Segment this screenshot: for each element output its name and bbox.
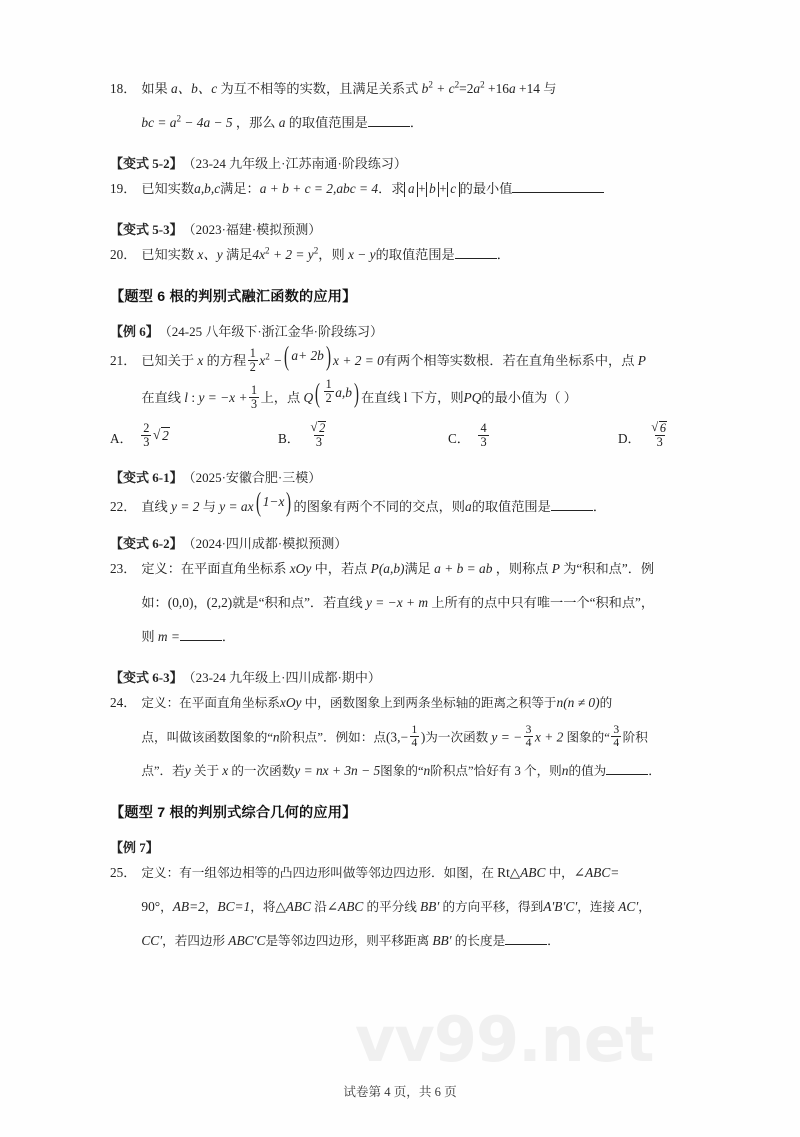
p24-mid: 中，函数图象上到两条坐标轴的距离之积等于 (304, 696, 557, 710)
p24-l3-end: 的值为 (568, 764, 607, 778)
p23-tail: ，则称点 (495, 561, 549, 576)
p25-rt-triangle: Rt△ABC (497, 865, 546, 880)
p22-mid: 与 (202, 499, 216, 514)
problem-25-line-2 (110, 896, 692, 930)
p25-mid: 中， (548, 866, 574, 880)
p20-eq: $4x^2 + 2 = y^2$ (252, 245, 319, 262)
p25-bb-prime: BB′ (420, 899, 440, 914)
p21-line-eq: y = −x + (198, 390, 248, 406)
problem-24-line-1 (110, 692, 692, 726)
p21-l2-tail: 在直线 l 下方，则 (360, 390, 464, 406)
p23-end: 为“积和点”．例 (563, 561, 655, 576)
p19-eq: a + b + c = 2,abc = 4 (259, 181, 379, 196)
p19-abs-c: c (447, 182, 460, 197)
p25-l3-period: ． (547, 934, 560, 948)
p21-pre: 已知关于 (141, 353, 195, 368)
p25-c2: ， (204, 900, 218, 914)
page-footer: 试卷第 4 页，共 6 页 (343, 1085, 457, 1099)
problem-21-text-line-2: 在直线 l : y = −x + $\frac{1}{3}$ 上，点 Q ( $\frac{1}{2}$ a,b ) 在直线 l 下方，则PQ的最小值为（ ） (141, 377, 577, 411)
problem-22-number: 22． (110, 499, 137, 514)
p24-l3-pre: 点”．若 (141, 764, 185, 778)
p25-l2-mid: ，将 (250, 900, 276, 914)
problem-23-number: 23． (110, 561, 137, 576)
p23-mid2: 满足 (404, 561, 431, 576)
p20-pre: 已知实数 (141, 247, 195, 262)
p21-pq: PQ (463, 390, 482, 406)
p21-x: x (197, 353, 204, 368)
problem-20-number: 20． (110, 247, 137, 262)
p23-eq: a + b = ab (434, 561, 493, 576)
p25-l2-mid5: ，连接 (577, 900, 616, 914)
page-content (110, 78, 692, 964)
p25-angle-abc: ∠ABC= (573, 865, 620, 880)
problem-18-text-line-2: bc = $a^2 - 4a - 5$ ，那么 a 的取值范围是 ． (141, 113, 424, 130)
answer-blank-18[interactable] (368, 115, 410, 127)
p20-period: ． (496, 247, 510, 262)
p23-m-eq: m = (157, 629, 180, 644)
p25-l2-mid4: 的方向平移，得到 (442, 900, 544, 914)
problem-23-text-line-2 (141, 592, 692, 611)
option-b-value: √ $\frac{2}{3}$ (307, 423, 331, 451)
p21-l2-pre: 在直线 (141, 390, 181, 406)
p24-l3-mid3: 图象的“ (380, 764, 424, 778)
watermark: vv99.net (355, 1003, 654, 1076)
p22-tail: 的图象有两个不同的交点，则 (293, 499, 465, 514)
p24-l2-mid: 阶积点”．例如：点 (279, 730, 386, 745)
p24-l2-n: n (272, 729, 280, 745)
problem-23-text-line-3 (141, 626, 692, 645)
p25-l2-mid2: 沿 (314, 900, 327, 914)
variant-6-1-source: （2025·安徽合肥·三模） (182, 469, 322, 485)
p18-mid: 为互不相等的实数，且满足关系式 (220, 81, 419, 96)
problem-18-text-line-1 (141, 78, 692, 97)
p24-end: 的 (599, 696, 613, 710)
p24-eq-frac: $\frac{3}{4}$ (525, 723, 532, 750)
option-a-value: $\frac{2}{3}$ √ 2 (140, 424, 171, 451)
p25-l3-end: 的长度是 (454, 934, 506, 948)
option-d[interactable] (618, 423, 692, 451)
problem-24-line-3 (110, 760, 692, 794)
answer-blank-20[interactable] (455, 247, 497, 259)
p21-q-args: ( $\frac{1}{2}$ a,b ) (315, 377, 359, 409)
p24-point-frac: $\frac{1}{4}$ (411, 723, 418, 750)
p25-triangle-abc: △ABC (275, 899, 312, 914)
p23-pt1: (0,0) (167, 595, 194, 610)
p24-l3-x: x (222, 763, 229, 778)
section-heading-7: 【题型 7 根的判别式综合几何的应用】 (110, 805, 357, 821)
p23-xoy: xOy (289, 561, 312, 576)
p20-expr: x − y (347, 247, 376, 262)
p23-pre: 定义：在平面直角坐标系 (141, 561, 287, 576)
variant-5-2-tag: 【变式 5-2】 (110, 155, 183, 171)
problem-24-number: 24． (110, 695, 137, 710)
problem-25-line-3 (110, 930, 692, 964)
problem-22 (110, 487, 692, 526)
problem-19-text: 已知实数a,b,c满足：a + b + c = 2,abc = 4．求 a + b + c 的最小值 (141, 178, 692, 197)
p24-l3-mid: 关于 (193, 764, 220, 778)
p24-point-open: (3,− (385, 729, 409, 745)
answer-blank-22[interactable] (551, 499, 593, 511)
answer-blank-23[interactable] (180, 629, 222, 641)
p25-c1: ， (160, 900, 173, 914)
problem-23-line-2 (110, 592, 692, 626)
example-6 (110, 314, 692, 346)
p25-abc-prime: A′B′C′ (543, 899, 578, 914)
variant-5-2 (110, 146, 692, 178)
problem-22-line-1 (110, 487, 692, 526)
p22-eq1: y = 2 (171, 499, 200, 514)
variant-5-2-source: （23-24 九年级上·江苏南通·阶段练习） (182, 155, 407, 171)
problem-25-text-line-3 (141, 930, 692, 949)
p24-order-frac: $\frac{3}{4}$ (613, 723, 620, 750)
problem-18 (110, 78, 692, 146)
p19-abs-b: b (426, 182, 440, 197)
option-d-value: √ $\frac{6}{3}$ (648, 423, 672, 451)
p21-eq: $x^2$ − ( a + 2 b ) x + 2 = 0 (259, 341, 384, 371)
p21-mid: 的方程 (206, 353, 247, 368)
problem-25-text-line-2 (141, 896, 692, 915)
variant-6-3 (110, 660, 692, 692)
answer-blank-24[interactable] (606, 763, 648, 775)
p25-cc-prime: CC′ (141, 933, 163, 948)
p25-bc: BC=1 (217, 899, 251, 914)
p24-l2-pre: 点，叫做该函数图象的“ (141, 730, 273, 745)
problem-21-text-line-1 (141, 341, 692, 375)
problem-24-text-line-3 (141, 760, 692, 779)
problem-25-line-1 (110, 862, 692, 896)
p24-l2-end: 阶积 (622, 730, 648, 745)
p18-end: 与 (543, 81, 557, 96)
variant-6-3-tag: 【变式 6-3】 (110, 669, 183, 685)
problem-24 (110, 692, 692, 794)
p21-point-p: P (637, 353, 646, 368)
problem-23 (110, 558, 692, 660)
problem-24-text-line-1 (141, 692, 692, 711)
p19-abs-a: a (404, 182, 418, 197)
problem-21 (110, 341, 692, 460)
example-7 (110, 830, 692, 862)
problem-25-text-line-1 (141, 862, 692, 881)
variant-5-3-source: （2023·福建·模拟预测） (182, 221, 322, 237)
section-heading-6: 【题型 6 根的判别式融汇函数的应用】 (110, 289, 357, 305)
p23-pab: P(a,b) (370, 561, 405, 576)
p21-l2-end: 的最小值为（ ） (481, 390, 577, 406)
example-6-tag: 【例 6】 (110, 323, 159, 339)
example-7-tag: 【例 7】 (110, 839, 159, 855)
example-6-source: （24-25 八年级下·浙江金华·阶段练习） (158, 323, 384, 339)
option-a-label: A． (110, 430, 133, 446)
p23-mid: 中，若点 (314, 561, 368, 576)
p25-l2-mid3: 的平分线 (366, 900, 417, 914)
p24-l3-mid2: 的一次函数 (231, 764, 295, 778)
p23-p: P (551, 561, 560, 576)
p24-l3-n: n (423, 763, 431, 778)
problem-19 (110, 178, 692, 212)
variant-6-1-tag: 【变式 6-1】 (110, 469, 183, 485)
p25-ab: AB=2 (172, 899, 205, 914)
p21-point-q: Q (303, 390, 314, 406)
problem-18-number: 18． (110, 81, 137, 96)
p20-end: 的取值范围是 (375, 247, 455, 262)
p23-line-eq: y = −x + m (365, 595, 429, 610)
p19-mid: 满足： (220, 181, 260, 196)
p20-mid: 满足 (226, 247, 253, 262)
variant-6-1 (110, 460, 692, 492)
problem-19-line-1 (110, 178, 692, 212)
problem-20-line-1 (110, 244, 692, 278)
p23-l2-pre: 如： (141, 595, 168, 610)
problem-23-line-3 (110, 626, 692, 660)
answer-blank-19[interactable] (512, 181, 604, 193)
option-b-label: B． (278, 430, 300, 446)
option-a[interactable] (110, 420, 278, 451)
option-c-value: $\frac{4}{3}$ (480, 420, 487, 449)
p21-frac-third: $\frac{1}{3}$ (251, 383, 258, 411)
p24-fn-tail: x + 2 (534, 729, 564, 745)
p24-l3-period: ． (648, 764, 661, 778)
p24-n-cond: n(n ≠ 0) (556, 695, 600, 710)
p25-ac-prime: AC′ (618, 899, 639, 914)
p25-angle-bisect: ∠ABC (326, 899, 364, 914)
problem-21-number: 21． (110, 353, 137, 368)
p22-end: 的取值范围是 (471, 499, 551, 514)
p18-eq: $b^2 + c^2=2a^2 +16a +14$ (421, 79, 540, 96)
option-d-label: D． (618, 430, 641, 446)
p25-l3-mid2: 是等邻边四边形，则平移距离 (265, 934, 430, 948)
problem-19-number: 19． (110, 181, 137, 196)
p24-l3-eq: y = nx + 3n − 5 (294, 763, 381, 778)
variant-6-2-tag: 【变式 6-2】 (110, 535, 183, 551)
p25-l2-end: ， (638, 900, 651, 914)
p24-l2-mid2: 为一次函数 (425, 730, 489, 745)
option-c-label: C． (448, 430, 470, 446)
p23-pt2: (2,2) (206, 595, 233, 610)
p25-bb-prime-2: BB′ (432, 933, 452, 948)
p24-l3-mid4: 阶积点”恰好有 3 个，则 (430, 764, 562, 778)
p19-end: 的最小值 (459, 181, 513, 196)
p22-period: ． (592, 499, 606, 514)
p24-point-close: ) (420, 729, 426, 745)
p24-l3-n2: n (561, 763, 569, 778)
p18-vars: a、b、c (171, 81, 218, 96)
p23-l2-mid: 就是“积和点”．若直线 (232, 595, 363, 610)
p25-deg: 90° (141, 899, 161, 914)
problem-22-text (141, 487, 692, 517)
option-b[interactable] (278, 423, 448, 451)
variant-6-3-source: （23-24 九年级上·四川成都·期中） (182, 669, 381, 685)
p24-l3-y: y (184, 763, 191, 778)
variant-6-2-source: （2024·四川成都·模拟预测） (182, 535, 348, 551)
p22-eq2: y = ax ( 1− x ) (219, 487, 292, 517)
p23-comma: ， (193, 595, 207, 610)
problem-23-text-line-1 (141, 558, 692, 577)
problem-23-line-1 (110, 558, 692, 592)
p22-var: a (464, 499, 472, 514)
problem-25 (110, 862, 692, 964)
p18-pre: 如果 (141, 81, 168, 96)
p21-l2-mid: 上，点 (260, 390, 301, 406)
p24-xoy: xOy (279, 695, 302, 710)
p23-l3-pre: 则 (141, 629, 155, 644)
problem-21-options (110, 414, 692, 460)
p21-frac-half: $\frac{1}{2}$ (249, 345, 256, 374)
p24-fn-eq: y = − (491, 729, 523, 745)
p20-vars: x、y (197, 247, 223, 262)
answer-blank-25[interactable] (505, 933, 547, 945)
problem-24-text-line-2 (141, 723, 692, 751)
p25-quad: ABC′C (228, 933, 266, 948)
problem-25-number: 25． (110, 865, 137, 880)
p23-l3-period: ． (221, 629, 236, 644)
p23-l2-end: 上所有的点中只有唯一一个“积和点”， (431, 595, 655, 610)
p25-l3-mid: ，若四边形 (162, 934, 226, 948)
p24-pre: 定义：在平面直角坐标系 (141, 696, 280, 710)
p20-tail: ，则 (318, 247, 345, 262)
problem-21-line-1 (110, 341, 692, 380)
p19-tail: ．求 (378, 181, 405, 196)
problem-24-line-2 (110, 723, 692, 760)
variant-5-3 (110, 212, 692, 244)
p22-pre: 直线 (141, 499, 168, 514)
p19-pre: 已知实数 (141, 181, 195, 196)
p25-pre: 定义：有一组邻边相等的凸四边形叫做等邻边四边形．如图，在 (141, 866, 494, 880)
problem-20-text (141, 244, 692, 263)
problem-21-line-2 (110, 377, 692, 414)
problem-18-line-1 (110, 78, 692, 112)
problem-18-line-2 (110, 112, 692, 146)
p21-tail: 有两个相等实数根．若在直角坐标系中，点 (383, 353, 635, 368)
problem-20 (110, 244, 692, 278)
option-c[interactable] (448, 420, 618, 451)
p19-vars: a,b,c (194, 181, 221, 196)
p24-l2-mid3: 图象的“ (566, 730, 610, 745)
variant-5-3-tag: 【变式 5-3】 (110, 221, 183, 237)
variant-6-2 (110, 526, 692, 558)
